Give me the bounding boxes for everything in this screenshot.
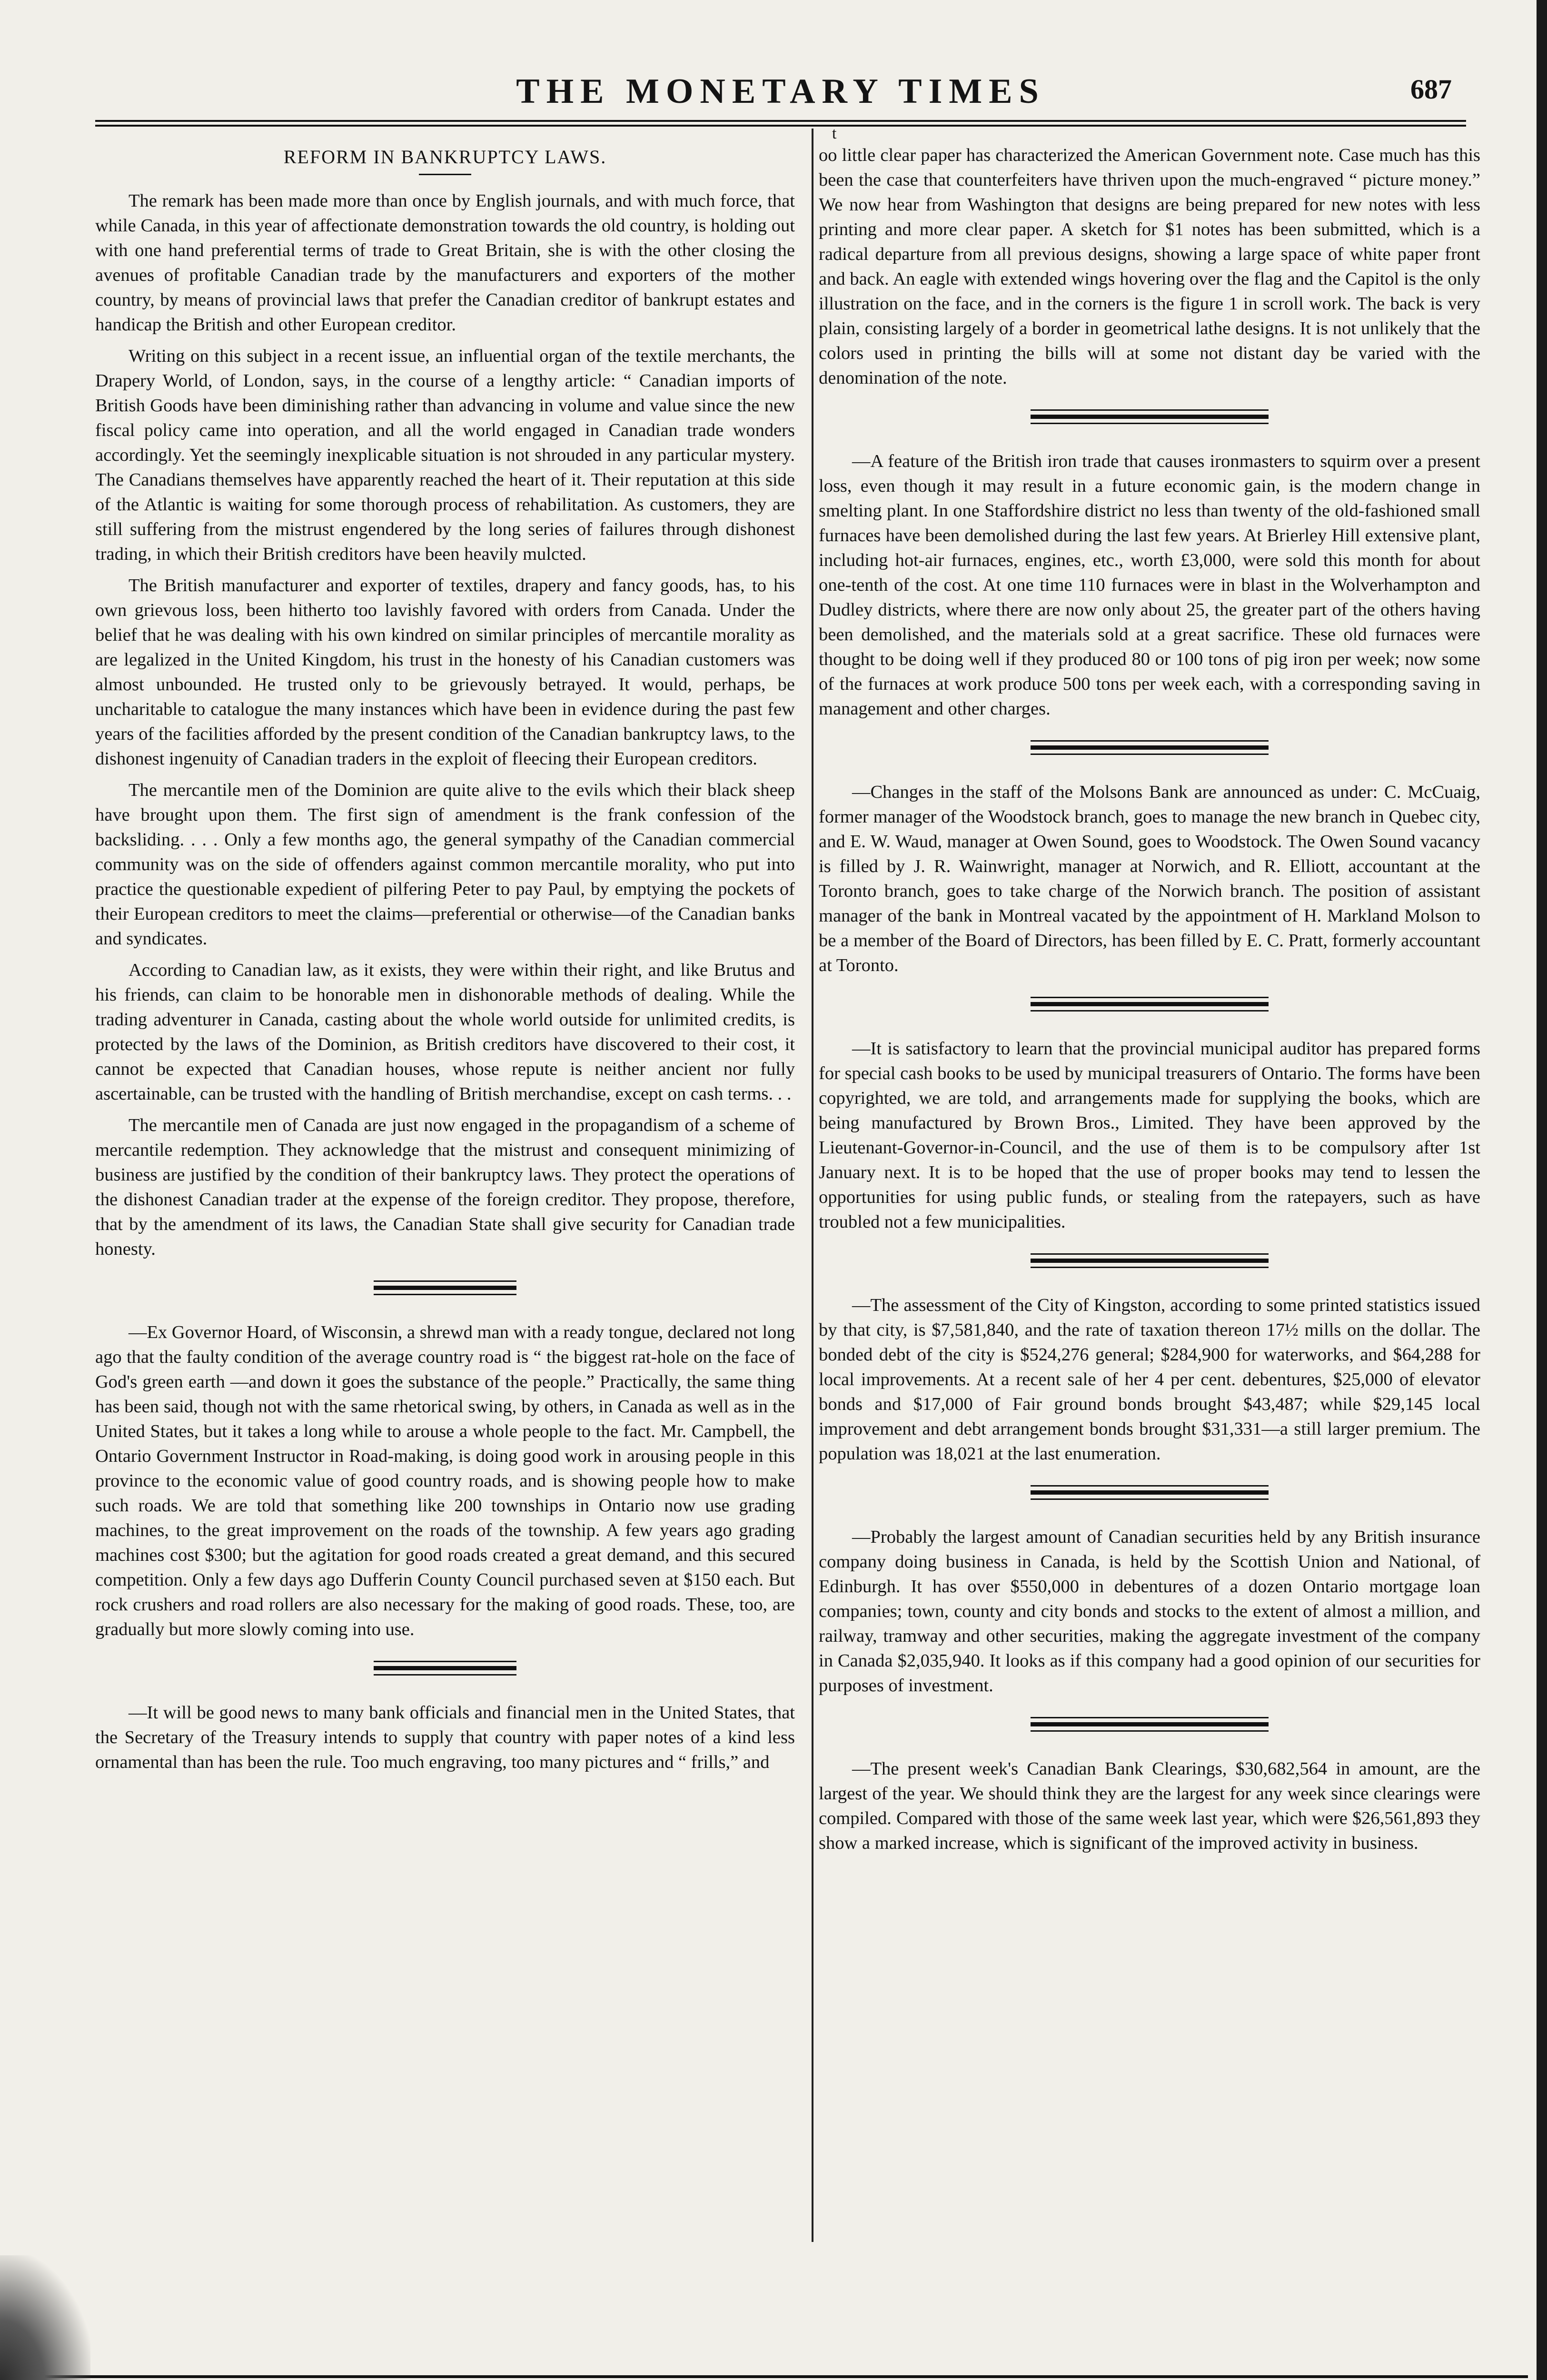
header-rule-secondary (95, 125, 1466, 127)
section-separator (374, 1280, 516, 1295)
title-rule (419, 174, 471, 175)
article-paragraph: The British manufacturer and exporter of textiles, drapery and fancy goods, has, to his own grievous loss, been hitherto too lavishly favored with orders from Canada. Under the belief that he was dealing with his own kindred on similar principles of mercantile morality as are legalized in the United Kingdom, his trust in the honesty of his Canadian customers was almost unbounded. He trusted only to be grievously betrayed. It would, perhaps, be uncharitable to catalogue the many instances which have been in evidence during the past few years of the facilities afforded by the present condition of the Canadian bankruptcy laws, to the dishonest ingenuity of Canadian traders in the exploit of fleecing their European creditors. (95, 575, 795, 769)
news-item-scottish-union: —Probably the largest amount of Canadian securities held by any British insurance company doing business in Canada, is held by the Scottish Union and National, of Edinburgh. It has over $550,000 in debentures of a dozen Ontario mortgage loan companies; town, county and city bonds and stocks to the extent of almost a million, and railway, tramway and other securities, making the aggregate investment of the company in Canada $2,035,940. It looks as if this company had a good opinion of our securities for purposes of investment. (819, 1527, 1480, 1696)
news-item-hoard: —Ex Governor Hoard, of Wisconsin, a shrewd man with a ready tongue, declared not long ago that the faulty condition of the average country road is “ the biggest rat-hole on the face of God's green earth —and down it goes the substance of the people.” Practically, the same thing has been said, though not with the same rhetorical swing, by others, in Canada as well as in the United States, but it takes a long while to arouse a whole people to the fact. Mr. Campbell, the Ontario Government Instructor in Road-making, is doing good work in arousing people in this province to the economic value of good country roads, and is showing people how to make such roads. We are told that something like 200 townships in Ontario now use grading machines, to the great improvement on the roads of the township. A few years ago grading machines cost $300; but the agitation for good roads created a great demand, and this secured competition. Only a few days ago Dufferin County Council purchased seven at $150 each. But rock crushers and road rollers are also necessary for the making of good roads. These, too, are gradually but more slowly coming into use. (95, 1322, 795, 1639)
news-item-municipal-auditor: —It is satisfactory to learn that the provincial municipal auditor has prepared forms for special cash books to be used by municipal treasurers of Ontario. The forms have been copyrighted, we are told, and arrangements made for supplying the books, which are being manufactured by Brown Bros., Limited. They have been approved by the Lieutenant-Governor-in-Council, and the use of them is to be compulsory after 1st January next. It is to be hoped that the use of proper books may tend to lessen the opportunities for using public funds, or stealing from the ratepayers, such as have troubled not a few municipalities. (819, 1039, 1480, 1232)
news-item-treasury: —It will be good news to many bank officials and financial men in the United States, that the Secretary of the Treasury intends to supply that country with paper notes of a kind less ornamental than has been the rule. Too much engraving, too many pictures and “ frills,” and (95, 1703, 795, 1772)
masthead (95, 71, 1466, 133)
section-separator (1031, 997, 1269, 1012)
left-column (95, 143, 795, 1781)
section-separator (374, 1661, 516, 1676)
article-paragraph: The mercantile men of the Dominion are quite alive to the evils which their black sheep have brought upon them. The first sign of amendment is the frank confession of the backsliding. . . . Only a few months ago, the general sympathy of the Canadian commercial community was on the side of offenders against common mercantile morality, who put into practice the questionable expedient of pilfering Peter to pay Paul, by emptying the pockets of their European creditors to meet the claims—preferential or otherwise—of the Canadian banks and syndicates. (95, 780, 795, 949)
article-paragraph: The mercantile men of Canada are just now engaged in the propagandism of a scheme of mercantile redemption. They acknowledge that the mistrust and consequent minimizing of business are justified by the condition of their bankruptcy laws. They protect the operations of the dishonest Canadian trader at the expense of the foreign creditor. They propose, therefore, that by the amendment of its laws, the Canadian State shall give security for Canadian trade honesty. (95, 1115, 795, 1259)
article-paragraph: Writing on this subject in a recent issue, an influential organ of the textile merchants, the Drapery World, of London, says, in the course of a lengthy article: “ Canadian imports of British Goods have been diminishing rather than advancing in volume and value since the new fiscal policy came into operation, and all the world engaged in Canadian trade wonders accordingly. Yet the seemingly inexplicable situation is not shrouded in any particular mystery. The Canadians themselves have apparently reached the heart of it. Their reputation at this side of the Atlantic is waiting for some thorough process of rehabilitation. As customers, they are still suffering from the mistrust engendered by the long series of failures through dishonest trading, in which their British creditors have been heavily mulcted. (95, 346, 795, 564)
section-separator (1031, 409, 1269, 424)
page-bottom-edge (10, 2375, 1528, 2378)
right-column (819, 143, 1480, 1862)
article-paragraph: The remark has been made more than once by English journals, and with much force, that while Canada, in this year of affectionate demonstration towards the old country, is holding out with one hand preferential terms of trade to Great Britain, she is with the other closing the avenues of profitable Canadian trade by the manufacturers and exporters of the mother country, by means of provincial laws that prefer the Canadian creditor of bankrupt estates and handicap the British and other European creditor. (95, 191, 795, 335)
stray-mark: t (832, 125, 837, 142)
news-item-bank-clearings: —The present week's Canadian Bank Clearings, $30,682,564 in amount, are the largest of the year. We should think they are the largest for any week since clearings were compiled. Compared with those of the same week last year, which were $26,561,893 they show a marked increase, which is significant of the improved activity in business. (819, 1759, 1480, 1853)
scan-corner-smudge (0, 2255, 90, 2380)
header-rule (95, 120, 1466, 122)
news-item-molsons-bank: —Changes in the staff of the Molsons Bank are announced as under: C. McCuaig, former manager of the Woodstock branch, goes to manage the new branch in Quebec city, and E. W. Waud, manager at Owen Sound, goes to Woodstock. The Owen Sound vacancy is filled by J. R. Wainwright, manager at Norwich, and R. Elliott, accountant at the Toronto branch, goes to take charge of the Norwich branch. The position of assistant manager of the bank in Montreal vacated by the appointment of H. Markland Molson to be a member of the Board of Directors, has been filled by E. C. Pratt, formerly accountant at Toronto. (819, 782, 1480, 975)
section-separator (1031, 1717, 1269, 1732)
article-paragraph: According to Canadian law, as it exists, they were within their right, and like Brutus and his friends, can claim to be honorable men in dishonorable methods of dealing. While the trading adventurer in Canada, casting about the whole world outside for unlimited credits, is protected by the laws of the Dominion, as British creditors have discovered to their cost, it cannot be expected that Canadian houses, whose repute is neither ancient nor fully ascertainable, can be trusted with the handling of British merchandise, except on cash terms. . . (95, 960, 795, 1104)
page-number: 687 (1410, 74, 1452, 105)
column-divider (812, 129, 813, 2242)
section-separator (1031, 1253, 1269, 1268)
news-item-kingston: —The assessment of the City of Kingston, according to some printed statistics issued by that city, is $7,581,840, and the rate of taxation thereon 17½ mills on the dollar. The bonded debt of the city is $524,276 general; $284,900 for waterworks, and $64,288 for local improvements. At a recent sale of her 4 per cent. debentures, $25,000 of elevator bonds and $17,000 of Fair ground bonds brought $43,487; while $29,145 local improvement and debt arrangement bonds brought $31,331—a still larger premium. The population was 18,021 at the last enumeration. (819, 1295, 1480, 1464)
article-title: REFORM IN BANKRUPTCY LAWS. (283, 146, 607, 168)
news-item-treasury-continued: oo little clear paper has characterized the American Government note. Case much has this been the case that counterfeiters have thriven upon the much-engraved “ picture money.” We now hear from Washington that designs are being prepared for new notes with less printing and more clear paper. A sketch for $1 notes has been submitted, which is a radical departure from all previous designs, showing a large space of white paper front and back. An eagle with extended wings hovering over the flag and the Capitol is the only illustration on the face, and in the corners is the figure 1 in scroll work. The back is very plain, consisting largely of a border in geometrical lathe designs. It is not unlikely that the colors used in printing the bills will at some not distant day be varied with the denomination of the note. (819, 145, 1480, 388)
news-item-iron-trade: —A feature of the British iron trade that causes ironmasters to squirm over a present loss, even though it may result in a future economic gain, is the modern change in smelting plant. In one Staffordshire district no less than twenty of the old-fashioned small furnaces have been demolished during the last few years. At Brierley Hill extensive plant, including hot-air furnaces, engines, etc., worth £3,000, were sold this month for about one-tenth of the cost. At one time 110 furnaces were in blast in the Wolverhampton and Dudley districts, where there are now only about 25, the greater part of the others having been demolished, and the materials sold at a great sacrifice. These old furnaces were thought to be doing well if they produced 80 or 100 tons of pig iron per week; now some of the furnaces at work produce 500 tons per week each, with a corresponding saving in management and other charges. (819, 451, 1480, 719)
newspaper-title: THE MONETARY TIMES (516, 72, 1045, 111)
section-separator (1031, 740, 1269, 755)
scan-edge-shadow (1537, 0, 1547, 2380)
section-separator (1031, 1485, 1269, 1500)
